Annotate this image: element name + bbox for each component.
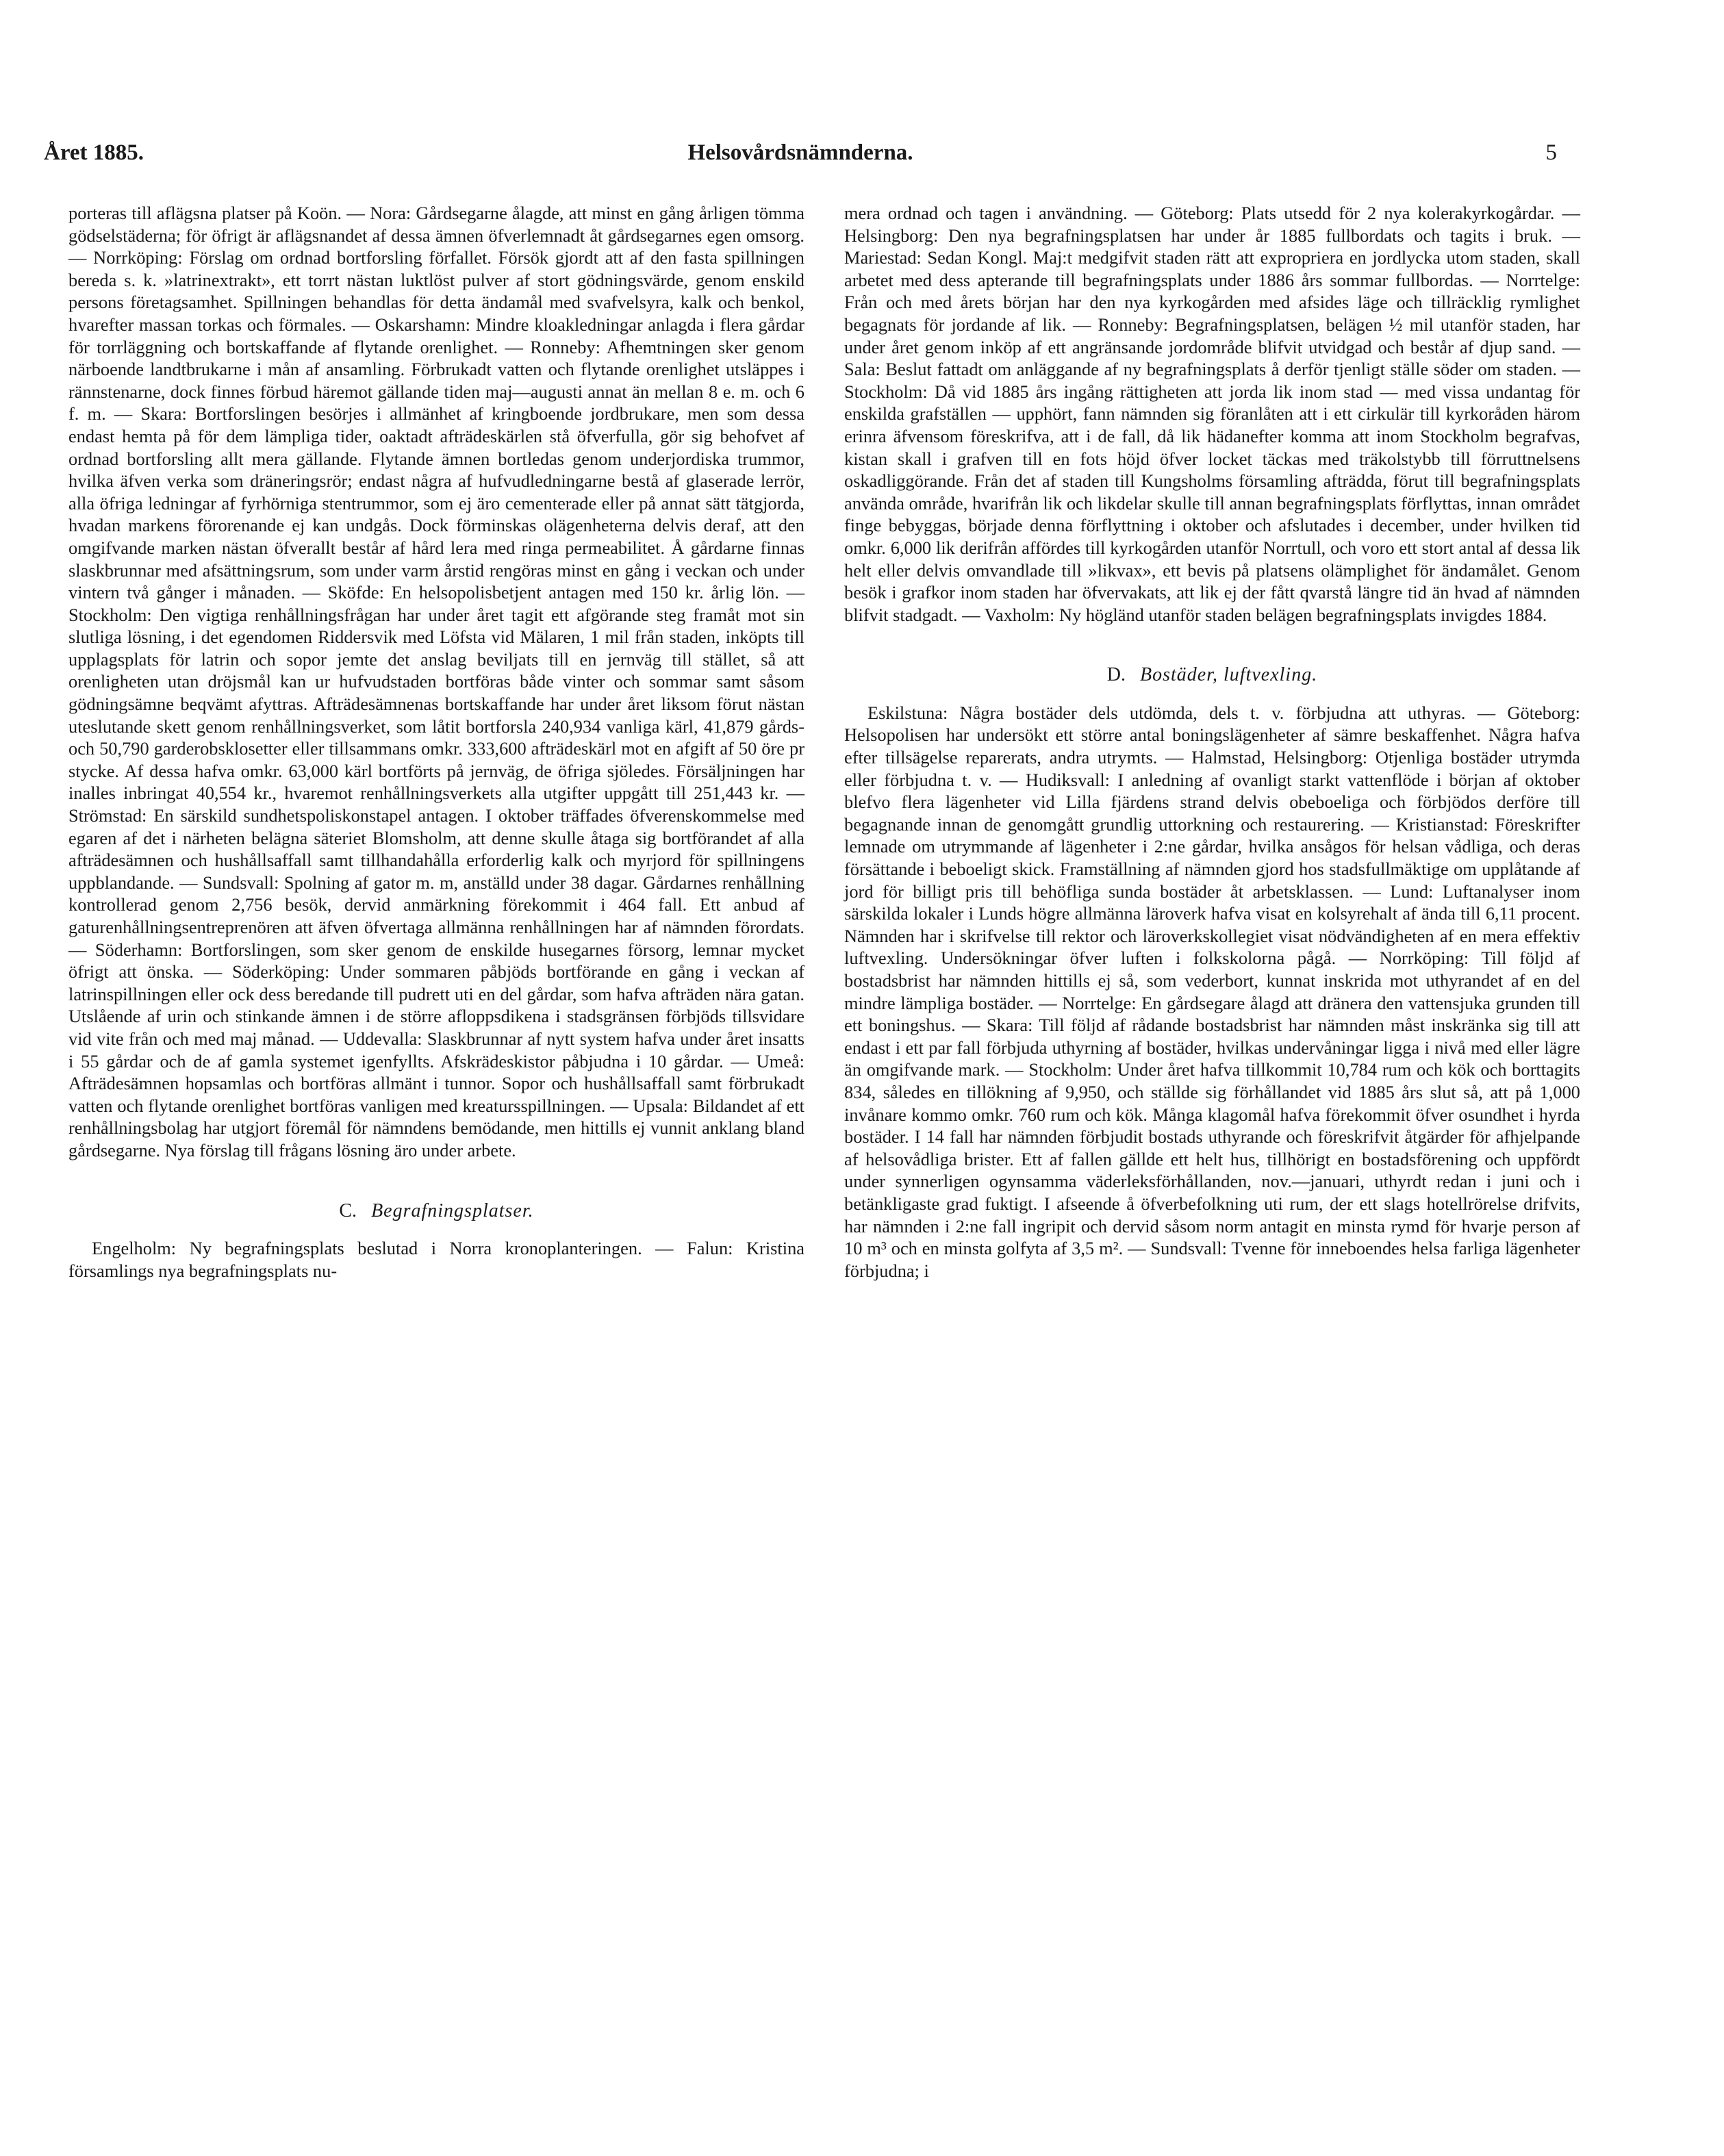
section-c-letter: C.: [339, 1200, 357, 1221]
section-d-letter: D.: [1106, 664, 1126, 686]
section-c-heading: [68, 1200, 804, 1223]
header-year: Året 1885.: [44, 140, 144, 165]
right-paragraph-1: mera ordnad och tagen i användning. — Göteborg: Plats utsedd för 2 nya kolerakyrkogårdar. — Helsingborg: Den nya begrafningsplatsen har under år 1885 fullbordats och tagits i bruk. — Mariestad: Sedan Kongl. Maj:t medgifvit staden rätt att expropriera en jordlycka utom staden, skall arbetet med dess apterande till begrafningsplats under 1886 års sommar fullbordas. — Norrtelge: Från och med årets början har den nya kyrkogården med afsides läge och tillräcklig rymlighet begagnats för jordande af lik. — Ronneby: Begrafningsplatsen, belägen ½ mil utanför staden, har under året genom inköp af ett angränsande jordområde blifvit utvidgad och består af djup sand. — Sala: Beslut fattadt om anläggande af ny begrafningsplats å derför tjenligt ställe söder om staden. — Stockholm: Då vid 1885 års ingång rättigheten att jorda lik inom stad — med vissa undantag för enskilda grafställen — upphört, fann nämnden sig föranlåten att i ett cirkulär till kyrkoråden härom erinra äfvensom föreskrifva, att i de fall, då lik hädanefter komma att inom Stockholm begrafvas, kistan skall i grafven till en fots höjd öfver locket täckas med träkolstybb till förruttnelsens oskadliggörande. Från det af staden till Kungsholms församling afträdda, förut till begrafningsplats använda område, hvarifrån lik och likdelar skulle till annan begrafningsplats förflyttas, innan området finge bebyggas, började denna förflyttning i oktober och afslutades i december, under hvilken tid omkr. 6,000 lik derifrån affördes till kyrkogården utanför Norrtull, och voro ett stort antal af dessa lik helt eller delvis omvandlade till »likvax», ett bevis på platsens olämplighet för ändamålet. Genom besök i grafkor inom staden har öfvervakats, att lik ej der fått qvarstå längre tid än hvad af nämnden blifvit stadgadt. — Vaxholm: Ny högländ utanför staden belägen begrafningsplats invigdes 1884.: [844, 203, 1580, 625]
left-paragraph-2: Engelholm: Ny begrafningsplats beslutad i Norra kronoplanteringen. — Falun: Kristina församlings nya begrafningsplats nu-: [68, 1238, 804, 1281]
left-column: [68, 202, 804, 1282]
section-c-title: Begrafningsplatser.: [371, 1200, 534, 1221]
right-column: [844, 202, 1580, 1282]
section-d-title: Bostäder, luftvexling.: [1140, 664, 1318, 686]
right-paragraph-2: Eskilstuna: Några bostäder dels utdömda, dels t. v. förbjudna att uthyras. — Göteborg: Helsopolisen har undersökt ett större antal boningslägenheter af sämre beskaffenhet. Några hafva efter tillsägelse reparerats, andra utrymts. — Halmstad, Helsingborg: Otjenliga bostäder utrymda eller förbjudna t. v. — Hudiksvall: I anledning af ovanligt starkt vattenflöde i början af oktober blefvo flera lägenheter vid Lilla fjärdens strand delvis obeboeliga och förbjödos derföre till begagnande innan de genomgått grundlig uttorkning och restaurering. — Kristianstad: Föreskrifter lemnade om utrymmande af lägenheter i 2:ne gårdar, hvilka ansågos för helsan vådliga, och deras försättande i beboeligt skick. Framställning af nämnden gjord hos stadsfullmäktige om upplåtande af jord för billigt pris till behöfliga sunda bostäder åt arbetsklassen. — Lund: Luftanalyser inom särskilda lokaler i Lunds högre allmänna läroverk hafva visat en kolsyrehalt af ända till 6,11 procent. Nämnden har i skrifvelse till rektor och läroverkskollegiet visat nödvändigheten af en mera effektiv luftvexling. Undersökningar öfver luften i folkskolorna pågå. — Norrköping: Till följd af bostadsbrist har nämnden hittills ej så, som vederbort, kunnat inskrida mot uthyrandet af en del mindre lämpliga bostäder. — Norrtelge: En gårdsegare ålagd att dränera den vattensjuka grunden till ett boningshus. — Skara: Till följd af rådande bostadsbrist har nämnden måst inskränka sig till att endast i ett par fall förbjuda uthyrning af bostäder, hvilkas undervåningar ligga i nivå med eller lägre än omgifvande mark. — Stockholm: Under året hafva tillkommit 10,784 rum och kök och borttagits 834, således en tillökning af 9,950, och ställde sig förhållandet vid 1885 års slut så, att på 1,000 invånare kommo omkr. 760 rum och kök. Många klagomål hafva förekommit öfver osundhet i hyrda bostäder. I 14 fall har nämnden förbjudit bostads uthyrande och föreskrifvit åtgärder för afhjelpande af helsovådliga brister. Ett af fallen gällde ett helt hus, tillhörigt en bostadsförening och uppfördt under synnerligen ogynsamma väderleksförhållanden, nov.—januari, uthyrdt redan i juni och i betänkligaste grad fuktigt. I afseende å öfverbefolkning uti rum, der ett slags hotellrörelse drifvits, har nämnden i 2:ne fall ingripit och dervid såsom norm antagit en minsta rymd för hvarje person af 10 m³ och en minsta golfyta af 3,5 m². — Sundsvall: Tvenne för inneboendes helsa farliga lägenheter förbjudna; i: [844, 702, 1580, 1281]
section-d-heading: [844, 664, 1580, 687]
page-number: 5: [1545, 140, 1557, 165]
header-title: Helsovårdsnämnderna.: [687, 140, 913, 165]
left-paragraph-1: porteras till aflägsna platser på Koön. — Nora: Gårdsegarne ålagde, att minst en gång årligen tömma gödselstäderna; för öfrigt är aflägsnandet af dessa ämnen öfverlemnadt åt gårdsegarnes egen omsorg. — Norrköping: Förslag om ordnad bortforsling förfallet. Försök gjordt att af den fasta spillningen bereda s. k. »latrinextrakt», ett torrt nästan luktlöst pulver af stort gödningsvärde, genom enskild persons företagsamhet. Spillningen behandlas för detta ändamål med svafvelsyra, kalk och benkol, hvarefter massan torkas och förmales. — Oskarshamn: Mindre kloakledningar anlagda i flera gårdar för torrläggning och bortskaffande af flytande orenlighet. — Ronneby: Afhemtningen sker genom närboende landtbrukarne i mån af ansamling. Förbrukadt vatten och flytande orenlighet utsläppes i rännstenarne, dock finnes förbud häremot gällande tiden maj—augusti annat än mellan 8 e. m. och 6 f. m. — Skara: Bortforslingen besörjes i allmänhet af kringboende jordbrukare, men som dessa endast hemta på för dem lämpliga tider, oaktadt afträdeskärlen stå öfverfulla, gör sig behofvet af ordnad bortforsling allt mera gällande. Flytande ämnen bortledas genom underjordiska trummor, hvilka äfven verka som dräneringsrör; endast några af hufvudledningarne bestå af glaserade lerrör, alla öfriga ledningar af fyrhörniga stentrummor, som ej äro cementerade eller på annat sätt tätgjorda, hvadan markens förorenande ej kan undgås. Dock förminskas olägenheterna delvis deraf, att den omgifvande marken nästan öfverallt består af hård lera med ringa permeabilitet. Å gårdarne finnas slaskbrunnar med afsättningsrum, som under varm årstid rengöras minst en gång i veckan och under vintern två gånger i månaden. — Sköfde: En helsopolisbetjent antagen med 150 kr. årlig lön. — Stockholm: Den vigtiga renhållningsfrågan har under året tagit ett afgörande steg framåt mot sin slutliga lösning, i det egendomen Riddersvik med Löfsta vid Mälaren, 1 mil från staden, inköpts till upplagsplats för latrin och sopor jemte det anslag beviljats till en jernväg till stället, så att orenligheten utan dröjsmål kan ur hufvudstaden bortföras både vinter och sommar samt såsom gödningsämne beqvämt afyttras. Afträdesämnenas bortskaffande har under året liksom förut nästan uteslutande skett genom renhållningsverket, som låtit bortforsla 240,934 vanliga kärl, 41,879 gårds- och 50,790 garderobsklosetter eller tillsammans omkr. 333,600 afträdeskärl mot en afgift af 50 öre pr stycke. Af dessa hafva omkr. 63,000 kärl bortförts på jernväg, de öfriga sjöledes. Försäljningen har inalles inbringat 40,554 kr., hvaremot renhållningsverkets alla utgifter uppgått till 251,443 kr. — Strömstad: En särskild sundhetspoliskonstapel antagen. I oktober träffades öfverenskommelse med egaren af det i närheten belägna säteriet Blomsholm, att denne skulle åtaga sig bortförandet af alla afträdesämnen och hushållsaffall samt tillhandahålla erforderlig kalk och myrjord för spillningens uppblandande. — Sundsvall: Spolning af gator m. m, anställd under 38 dagar. Gårdarnes renhållning kontrollerad genom 2,756 besök, dervid anmärkning förekommit i 464 fall. Ett anbud af gaturenhållningsentreprenören att äfven öfvertaga allmänna renhållningen har af nämnden förordats. — Söderhamn: Bortforslingen, som sker genom de enskilde husegarnes försorg, lemnar mycket öfrigt att önska. — Söderköping: Under sommaren påbjöds bortförande en gång i veckan af latrinspillningen eller ock dess beredande till pudrett uti en del gårdar, som hafva afträden nära gatan. Utslående af urin och stinkande ämnen i de större afloppsdikena i stadsgränsen förbjöds tillsvidare vid vite från och med maj månad. — Uddevalla: Slaskbrunnar af nytt system hafva under året insatts i 55 gårdar och de af gamla systemet igenfyllts. Afskrädeskistor påbjudna i 10 gårdar. — Umeå: Afträdesämnen hopsamlas och bortföras allmänt i tunnor. Sopor och hushållsaffall samt förbrukadt vatten och flytande orenlighet bortföras vanligen med kreatursspillningen. — Upsala: Bildandet af ett renhållningsbolag har utgjort föremål för nämndens bemödande, men hittills ej vunnit anklang bland gårdsegarne. Nya förslag till frågans lösning äro under arbete.: [68, 203, 804, 1161]
running-head: [44, 140, 1557, 175]
